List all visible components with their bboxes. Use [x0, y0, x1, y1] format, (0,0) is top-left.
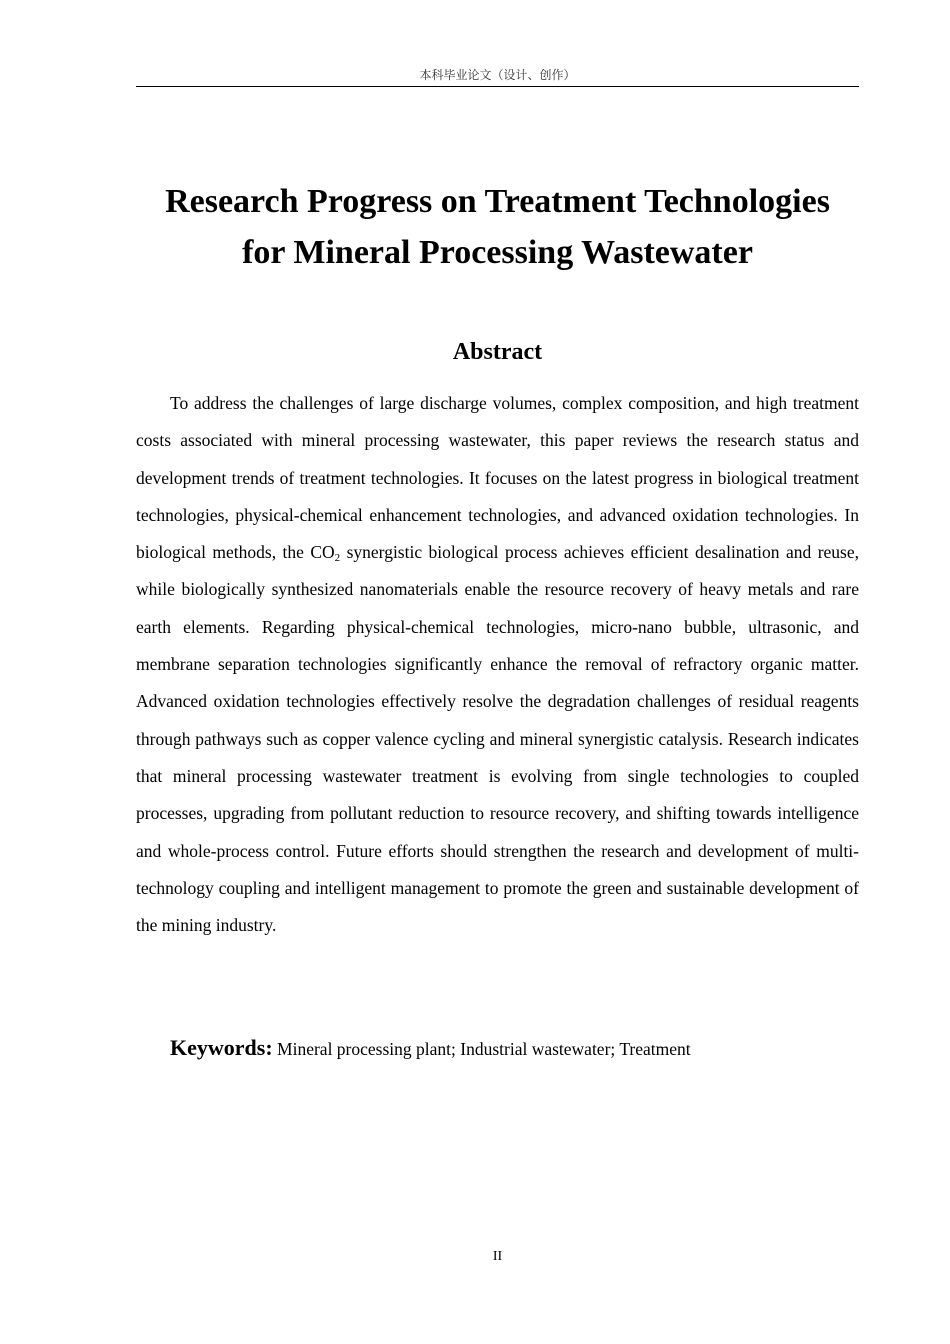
abstract-body [136, 385, 859, 944]
keywords-line [170, 1031, 859, 1066]
page-header [136, 66, 859, 87]
co2-subscript: 2 [334, 552, 341, 565]
abstract-heading: Abstract [452, 339, 543, 365]
abstract-text-part-2: synergistic biological process achieves efficient desalination and reuse, while biologically synthesized nanomaterials enable the resource recovery of heavy metals and rare earth elements. Regarding physical-chemical technologies, micro-nano bubble, ultrasonic, and membrane separation technologies significantly enhance the removal of refractory organic matter. Advanced oxidation technologies effectively resolve the degradation challenges of residual reagents through pathways such as copper valence cycling and mineral synergistic catalysis. Research indicates that mineral processing wastewater treatment is evolving from single technologies to coupled processes, upgrading from pollutant reduction to resource recovery, and shifting towards intelligence and whole-process control. Future efforts should strengthen the research and development of multi-technology coupling and intelligent management to promote the green and sustainable development of the mining industry. [136, 542, 859, 936]
running-title: 本科毕业论文（设计、创作） [419, 68, 576, 82]
abstract-text-part-1: To address the challenges of large discharge volumes, complex composition, and high treatment costs associated with mineral processing wastewater, this paper reviews the research status and development trends of treatment technologies. It focuses on the latest progress in biological treatment technologies, physical-chemical enhancement technologies, and advanced oxidation technologies. In biological methods, the CO [136, 393, 859, 563]
keywords-value: Mineral processing plant; Industrial wastewater; Treatment [277, 1039, 691, 1059]
keywords-label: Keywords: [170, 1035, 273, 1060]
paper-title [136, 176, 859, 278]
paper-title-line-2: for Mineral Processing Wastewater [242, 234, 753, 271]
paper-title-line-1: Research Progress on Treatment Technologies [165, 183, 830, 220]
page-number: II [492, 1249, 503, 1264]
